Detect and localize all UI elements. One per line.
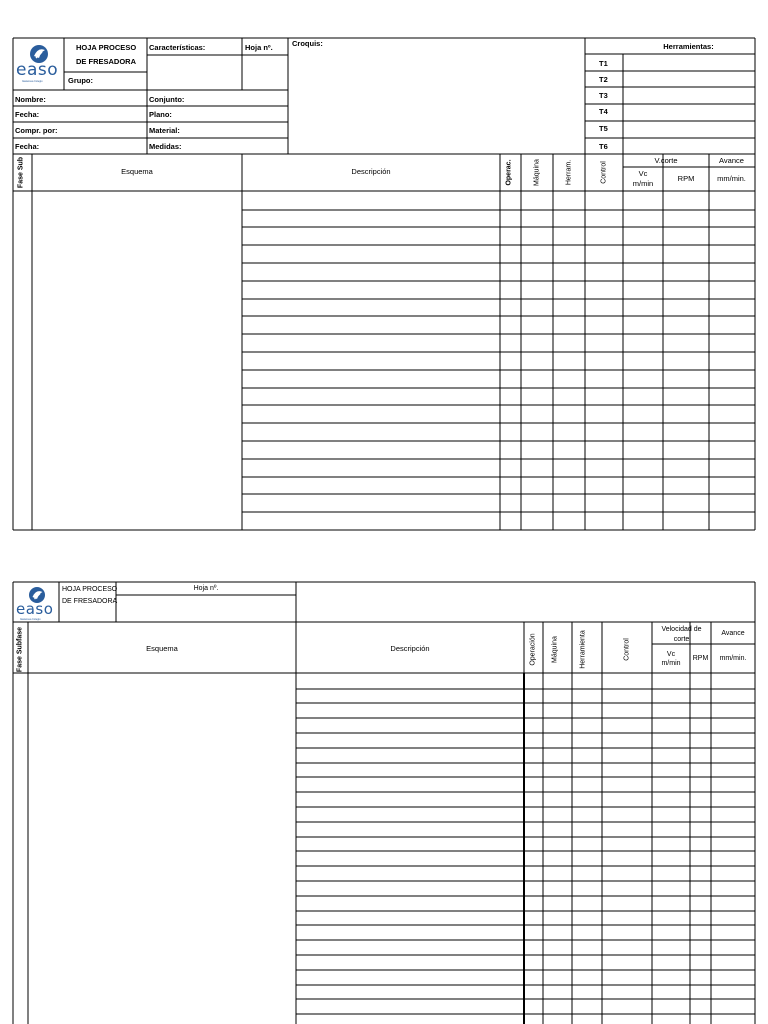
logo-wordmark: easo [16, 600, 54, 618]
maquina-header: Máquina [551, 636, 559, 663]
vc-header: Vc [666, 651, 676, 658]
plano-label: Plano: [149, 110, 172, 119]
material-label: Material: [149, 126, 180, 135]
process-sheet-2 [0, 560, 768, 1024]
esquema-header: Esquema [121, 167, 153, 176]
control-header: Control [600, 161, 608, 184]
avance-header: Avance [721, 630, 745, 637]
conjunto-label: Conjunto: [149, 95, 185, 104]
croquis-label: Croquis: [292, 39, 323, 48]
sheet-2-title-line2: DE FRESADORA [62, 598, 118, 605]
fecha-label-2: Fecha: [15, 142, 40, 151]
descripcion-header: Descripción [351, 167, 391, 176]
tool-label-t1: T1 [599, 59, 608, 68]
herram-header: Herram. [565, 159, 573, 186]
vc-header: Vc [638, 169, 648, 178]
tool-label-t3: T3 [599, 91, 608, 100]
herramientas-label: Herramientas: [663, 42, 714, 51]
grupo-label: Grupo: [68, 76, 93, 85]
tool-label-t4: T4 [599, 107, 608, 116]
logo-tagline: Ikastetxea Colegio [22, 80, 43, 83]
avance-header: Avance [719, 156, 744, 165]
mm-min-header: mm/min. [719, 655, 747, 662]
hoja-no-label: Hoja nº. [245, 43, 273, 52]
corte-header: corte [673, 636, 690, 643]
fecha-label-1: Fecha: [15, 110, 40, 119]
fase-sub-header: Fase Sub [17, 156, 25, 189]
velocidad-de-header: Velocidad de [661, 626, 702, 633]
logo-wordmark: easo [16, 60, 59, 80]
sheet-2-title-line1: HOJA PROCESO [62, 586, 118, 593]
nombre-label: Nombre: [15, 95, 46, 104]
operacion-header: Operación [529, 633, 537, 666]
tool-label-t5: T5 [599, 124, 608, 133]
m-min-header: m/min [661, 660, 681, 667]
descripcion-header: Descripción [390, 644, 430, 653]
maquina-header: Máquina [533, 159, 541, 186]
tool-label-t6: T6 [599, 142, 608, 151]
m-min-header: m/min [632, 179, 654, 188]
sheet-1-title-line1: HOJA PROCESO [76, 43, 137, 52]
mm-min-header: mm/min. [717, 174, 746, 183]
logo-tagline: Ikastetxea Colegio [20, 618, 41, 621]
caracteristicas-label: Características: [149, 43, 206, 52]
fase-subfase-header: Fase Subfase [16, 626, 24, 673]
rpm-header: RPM [677, 174, 695, 183]
logo [14, 41, 64, 87]
control-header: Control [623, 638, 631, 661]
hoja-no-label: Hoja nº. [193, 585, 219, 592]
tool-label-t2: T2 [599, 75, 608, 84]
v-corte-header: V.corte [654, 156, 678, 165]
operac-header: Operac. [505, 159, 513, 186]
rpm-header: RPM [692, 655, 709, 662]
herramienta-header: Herramienta [579, 630, 587, 669]
compr-por-label: Compr. por: [15, 126, 58, 135]
sheet-1-title-line2: DE FRESADORA [76, 57, 137, 66]
medidas-label: Medidas: [149, 142, 182, 151]
esquema-header: Esquema [146, 644, 178, 653]
